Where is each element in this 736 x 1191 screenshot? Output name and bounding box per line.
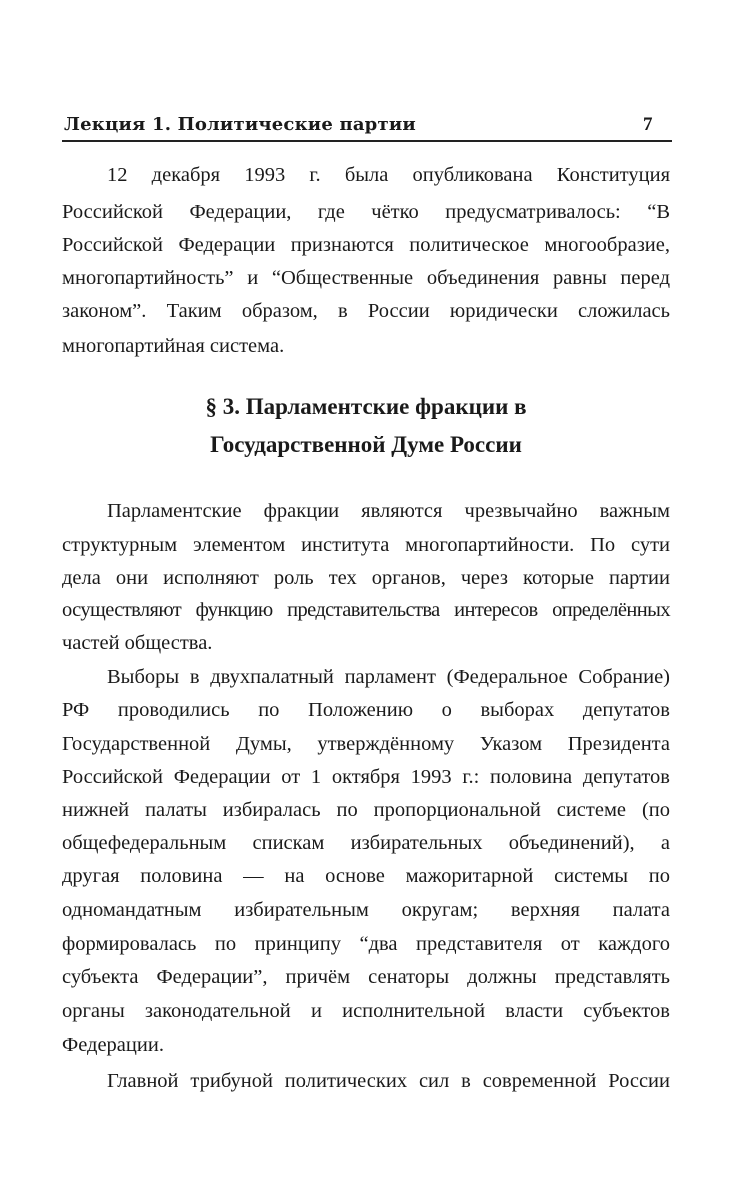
text-line: Федерации.: [62, 1034, 164, 1056]
text-line: Парламентские фракции являются чрезвычайно важным: [107, 500, 670, 522]
text-line: Государственной Думы, утверждённому Указом Президента: [62, 733, 670, 755]
text-line: нижней палаты избиралась по пропорциональной системе (по: [62, 799, 670, 821]
text-line: многопартийная система.: [62, 335, 285, 357]
text-line: 12 декабря 1993 г. была опубликована Конституция: [107, 164, 670, 186]
text-line: частей общества.: [62, 632, 213, 654]
text-line: Российской Федерации от 1 октября 1993 г.: половина депутатов: [62, 766, 670, 788]
text-line: субъекта Федерации”, причём сенаторы должны представлять: [62, 966, 670, 988]
header-divider: [62, 140, 672, 142]
text-line: дела они исполняют роль тех органов, через которые партии: [62, 567, 670, 589]
page-number: 7: [643, 114, 653, 135]
text-line: органы законодательной и исполнительной власти субъектов: [62, 1000, 670, 1022]
text-line: Главной трибуной политических сил в современной России: [107, 1070, 670, 1092]
text-line: общефедеральным спискам избирательных объединений), а: [62, 832, 670, 854]
text-line: Выборы в двухпалатный парламент (Федеральное Собрание): [107, 666, 670, 688]
text-line: Российской Федерации, где чётко предусматривалось: “В: [62, 201, 670, 223]
running-header: Лекция 1. Политические партии: [64, 114, 416, 135]
text-line: другая половина — на основе мажоритарной системы по: [62, 865, 670, 887]
text-line: структурным элементом института многопартийности. По сути: [62, 534, 670, 556]
text-line: многопартийность” и “Общественные объединения равны перед: [62, 267, 670, 289]
section-heading: Государственной Думе России: [210, 432, 522, 457]
text-line: Российской Федерации признаются политическое многообразие,: [62, 234, 670, 256]
text-line: осуществляют функцию представительства интересов определённых: [62, 599, 670, 621]
text-line: РФ проводились по Положению о выборах депутатов: [62, 699, 670, 721]
section-heading: § 3. Парламентские фракции в: [205, 394, 527, 419]
text-line: законом”. Таким образом, в России юридически сложилась: [62, 300, 670, 322]
text-line: формировалась по принципу “два представителя от каждого: [62, 933, 670, 955]
text-line: одномандатным избирательным округам; верхняя палата: [62, 899, 670, 921]
